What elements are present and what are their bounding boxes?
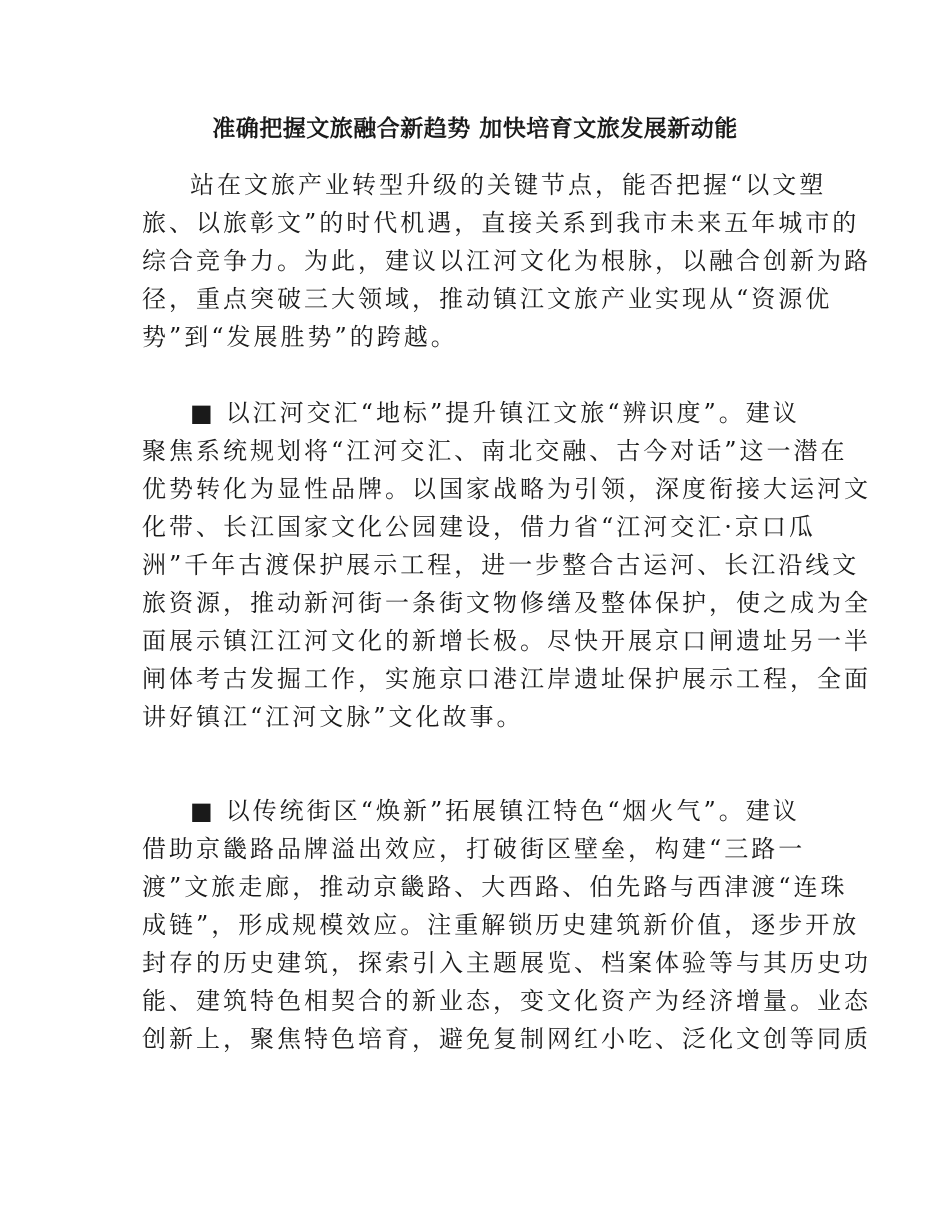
paragraph-line: 面展示镇江江河文化的新增长极。尽快开展京口闸遗址另一半 [142, 627, 871, 655]
paragraph-line-first [142, 792, 814, 830]
paragraph-line: 旅资源，推动新河街一条街文物修缮及整体保护，使之成为全 [142, 589, 871, 617]
paragraph-intro [142, 166, 871, 356]
paragraph-line-text: 以江河交汇“地标”提升镇江文旅“辨识度”。建议 [225, 399, 800, 427]
paragraph-line: 站在文旅产业转型升级的关键节点，能否把握“以文塑 [190, 171, 827, 199]
paragraph-line: 旅、以旅彰文”的时代机遇，直接关系到我市未来五年城市的 [142, 209, 860, 237]
paragraph-line: 径，重点突破三大领域，推动镇江文旅产业实现从“资源优 [142, 285, 833, 313]
paragraph-line-first [142, 394, 814, 432]
paragraph-line: 化带、长江国家文化公园建设，借力省“江河交汇·京口瓜 [142, 513, 816, 541]
paragraph-line-text: 以传统街区“焕新”拓展镇江特色“烟火气”。建议 [225, 797, 800, 825]
document-title: 准确把握文旅融合新趋势 加快培育文旅发展新动能 [212, 115, 738, 142]
square-bullet-icon: ■ [190, 797, 216, 825]
paragraph-line: 成链”，形成规模效应。注重解锁历史建筑新价值，逐步开放 [142, 911, 860, 939]
paragraph-line: 优势转化为显性品牌。以国家战略为引领，深度衔接大运河文 [142, 475, 871, 503]
paragraph-line: 能、建筑特色相契合的新业态，变文化资产为经济增量。业态 [142, 987, 871, 1015]
paragraph-jianghe [142, 394, 871, 736]
paragraph-line: 闸体考古发掘工作，实施京口港江岸遗址保护展示工程，全面 [142, 665, 871, 693]
paragraph-line: 借助京畿路品牌溢出效应，打破街区壁垒，构建“三路一 [142, 835, 806, 863]
paragraph-line: 讲好镇江“江河文脉”文化故事。 [142, 703, 524, 731]
paragraph-line: 洲”千年古渡保护展示工程，进一步整合古运河、长江沿线文 [142, 551, 860, 579]
paragraph-line: 聚焦系统规划将“江河交汇、南北交融、古今对话”这一潜在 [142, 437, 848, 465]
paragraph-line: 势”到“发展胜势”的跨越。 [142, 323, 458, 351]
paragraph-jiequ [142, 792, 871, 1058]
square-bullet-icon: ■ [190, 399, 216, 427]
paragraph-line: 综合竞争力。为此，建议以江河文化为根脉，以融合创新为路 [142, 247, 871, 275]
paragraph-line: 创新上，聚焦特色培育，避免复制网红小吃、泛化文创等同质 [142, 1025, 871, 1053]
paragraph-line: 封存的历史建筑，探索引入主题展览、档案体验等与其历史功 [142, 949, 871, 977]
paragraph-line: 渡”文旅走廊，推动京畿路、大西路、伯先路与西津渡“连珠 [142, 873, 848, 901]
